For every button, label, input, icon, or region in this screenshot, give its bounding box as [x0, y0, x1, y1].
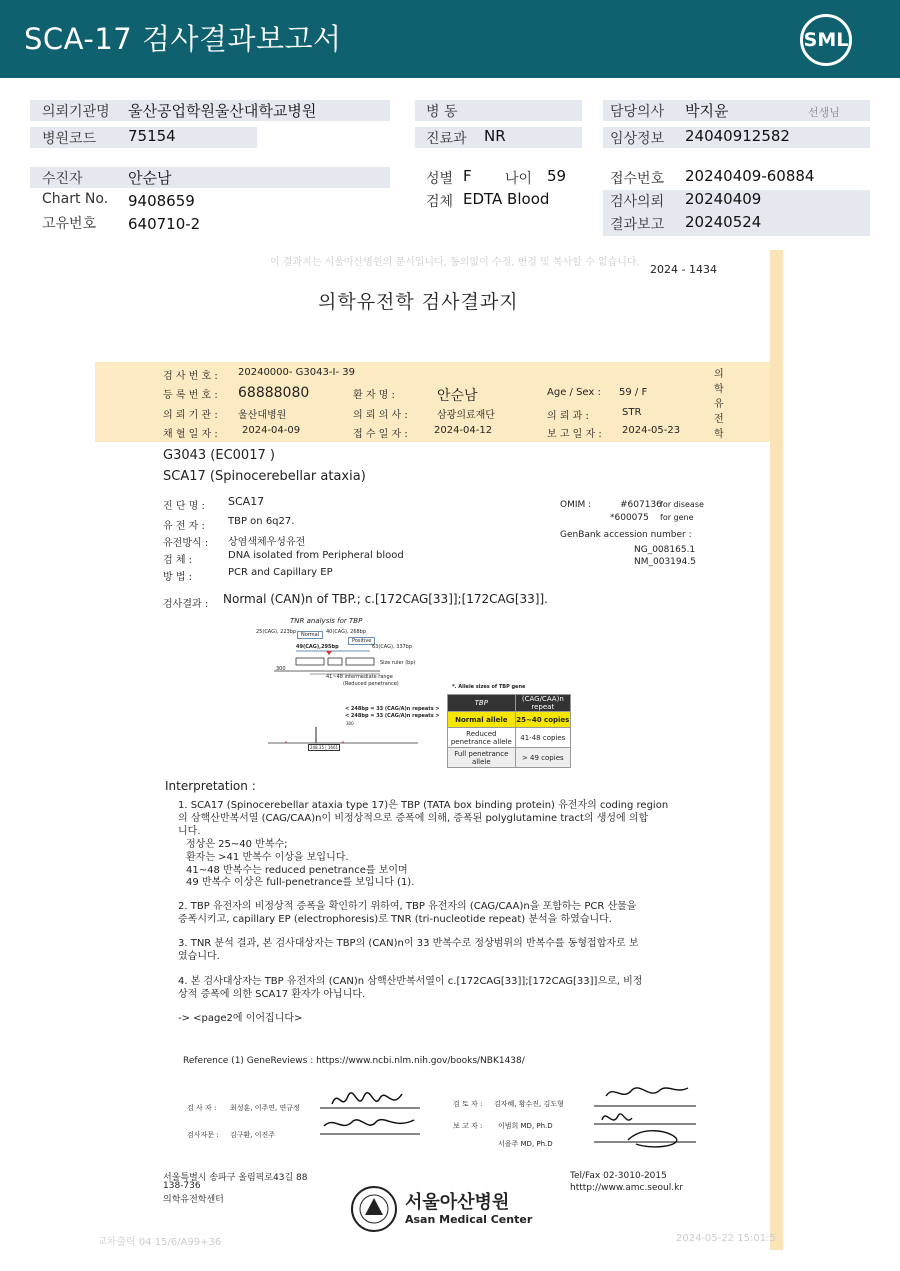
- collect-label: 채 혈 일 자 :: [163, 429, 218, 440]
- doc-patient-value: 안순남: [437, 388, 478, 404]
- reference: Reference (1) GeneReviews : https://www.ncbi.nlm.nih.gov/books/NBK1438/: [183, 1056, 525, 1066]
- print-footer-right: 2024-05-22 15:01:5: [676, 1233, 776, 1244]
- age-value: 59: [547, 167, 567, 185]
- doctor-value: 박지윤: [685, 102, 729, 120]
- asan-seal-icon: [350, 1185, 398, 1233]
- interp-line-13: 상적 증폭에 의한 SCA17 환자가 아닙니다.: [178, 989, 366, 1000]
- method-value: PCR and Capillary EP: [228, 567, 333, 578]
- interp-line-10: 3. TNR 분석 결과, 본 검사대상자는 TBP의 (CAN)n이 33 반복수로 정상범위의 반복수를 동형접합자로 보: [178, 938, 639, 949]
- report-value: 2024-05-23: [622, 425, 681, 436]
- report-label: 보 고 일 자 :: [547, 429, 602, 440]
- fig-range2: (Reduced penetrance): [343, 681, 399, 687]
- allele-reduced: Reduced penetrance allele: [448, 728, 516, 748]
- inst-value: 울산대병원: [238, 410, 287, 421]
- dept-label: 진료과: [426, 131, 467, 147]
- genbank-label: GenBank accession number :: [560, 530, 692, 540]
- receipt-value: 20240409-60884: [685, 167, 815, 185]
- fig-tick-300: 300: [276, 666, 286, 672]
- request-label: 검사의뢰: [610, 194, 665, 210]
- reviewer-label: 검 토 자 :: [453, 1100, 483, 1108]
- interp-line-11: 였습니다.: [178, 951, 220, 962]
- inherit-value: 상염색체우성유전: [228, 537, 306, 548]
- chart-label: Chart No.: [42, 191, 109, 207]
- reporter-1: 이범희 MD, Ph.D: [498, 1122, 553, 1130]
- req-doc-label: 의 뢰 의 사 :: [353, 410, 408, 421]
- dept-value: NR: [484, 127, 506, 145]
- genbank1: NG_008165.1: [634, 545, 696, 555]
- uid-value: 640710-2: [128, 215, 201, 233]
- allele-full: Full penetrance allele: [448, 748, 516, 768]
- req-dept-value: STR: [622, 407, 642, 418]
- doctor-suffix: 선생님: [808, 106, 840, 119]
- report-edge-strip: [770, 250, 783, 1250]
- collect-value: 2024-04-09: [242, 425, 301, 436]
- test-no-label: 검 사 번 호 :: [163, 371, 218, 382]
- fig-title: TNR analysis for TBP: [290, 617, 363, 625]
- doc-patient-label: 환 자 명 :: [353, 390, 395, 401]
- fig-electropherogram: [268, 725, 428, 749]
- receipt-label: 접수번호: [610, 171, 665, 187]
- genbank2: NM_003194.5: [634, 557, 696, 567]
- interp-line-9: 증폭시키고, capillary EP (electrophoresis)로 TNR (tri-nucleotide repeat) 분석을 하였습니다.: [178, 914, 612, 925]
- sml-logo: SML: [800, 14, 852, 66]
- request-value: 20240409: [685, 190, 762, 208]
- interp-line-2: 의 삼핵산반복서열 (CAG/CAA)n이 비정상적으로 증폭에 의해, 증폭된 polyglutamine tract의 생성에 의합: [178, 813, 649, 824]
- gene-label: 유 전 자 :: [163, 521, 205, 532]
- tester-signature: [318, 1082, 428, 1142]
- fig-peak-label: 248.35 | 1661: [310, 745, 339, 750]
- allele-normal-copies: 25~40 copies: [515, 712, 570, 728]
- receive-value: 2024-04-12: [434, 425, 493, 436]
- institution-value: 울산공업학원울산대학교병원: [128, 102, 317, 120]
- allele-header-tbp: TBP: [448, 695, 516, 712]
- address-1: 서울특별시 송파구 올림픽로43길 88: [163, 1173, 308, 1183]
- reviewers: 김자혜, 황수진, 김도형: [494, 1100, 564, 1108]
- tel-fax: Tel/Fax 02-3010-2015: [570, 1171, 667, 1181]
- fig-normal-box: Normal: [297, 631, 323, 639]
- specimen-label: 검체: [426, 194, 454, 210]
- omim-label: OMIM :: [560, 500, 592, 510]
- allele-normal: Normal allele: [448, 712, 516, 728]
- allele-reduced-copies: 41-48 copies: [515, 728, 570, 748]
- fig-label-2: 40(CAG), 268bp: [326, 629, 367, 635]
- gene-value: TBP on 6q27.: [228, 516, 295, 527]
- fig-ruler: Size ruler (bp): [380, 660, 416, 666]
- tester-label: 검 사 자 :: [187, 1104, 217, 1112]
- age-label: 나이: [505, 171, 533, 187]
- agesex-label: Age / Sex :: [547, 387, 601, 398]
- interp-line-4: 정상은 25~40 반복수;: [186, 839, 288, 850]
- sex-label: 성별: [426, 171, 454, 187]
- clinical-label: 임상정보: [610, 131, 665, 147]
- omim1-for: for disease: [660, 500, 704, 509]
- advisor-label: 검사자문 :: [187, 1131, 219, 1139]
- sample-value: DNA isolated from Peripheral blood: [228, 550, 404, 561]
- result-label: 검사결과 :: [163, 599, 209, 610]
- print-footer-left: 교차출력 04 15/6/A99+36: [97, 1237, 222, 1248]
- advisors: 김구환, 이진주: [230, 1131, 276, 1139]
- sex-value: F: [463, 167, 472, 185]
- reporter-label: 보 고 자 :: [453, 1122, 483, 1130]
- fig-label-3: 49(CAG),295bp: [296, 644, 339, 650]
- institution-label: 의뢰기관명: [42, 104, 110, 120]
- reg-no-value: 68888080: [238, 385, 310, 401]
- patient-bar: [30, 167, 390, 188]
- agesex-value: 59 / F: [619, 387, 648, 398]
- test-no-value: 20240000- G3043-I- 39: [238, 367, 355, 378]
- report-date-value: 20240524: [685, 213, 762, 231]
- dx-label: 진 단 명 :: [163, 501, 205, 512]
- hospital-name-kr: 서울아산병원: [405, 1192, 510, 1213]
- req-doc-value: 삼광의료재단: [437, 410, 495, 421]
- chart-value: 9408659: [128, 192, 195, 210]
- omim1: #607136: [620, 500, 662, 510]
- method-label: 방 법 :: [163, 572, 193, 583]
- omim2-for: for gene: [660, 513, 694, 522]
- interp-line-8: 2. TBP 유전자의 비정상적 증폭을 확인하기 위하여, TBP 유전자의 (CAG/CAA)n을 포함하는 PCR 산물을: [178, 901, 637, 912]
- hospital-code-value: 75154: [128, 127, 176, 145]
- inst-label: 의 뢰 기 관 :: [163, 410, 218, 421]
- inherit-label: 유전방식 :: [163, 538, 209, 549]
- interp-line-12: 4. 본 검사대상자는 TBP 유전자의 (CAN)n 삼핵산반복서열이 c.[172CAG[33]];[172CAG[33]]으로, 비정: [178, 976, 643, 987]
- interpretation-title: Interpretation :: [165, 779, 256, 793]
- dx-value: SCA17: [228, 495, 265, 508]
- fig-range: 41~48 intermediate range: [326, 674, 393, 680]
- interp-line-6: 41~48 반복수는 reduced penetrance를 보이며: [186, 865, 408, 876]
- receive-label: 접 수 일 자 :: [353, 429, 408, 440]
- report-date-label: 결과보고: [610, 217, 665, 233]
- hospital-name-en: Asan Medical Center: [405, 1213, 533, 1226]
- interp-line-1: 1. SCA17 (Spinocerebellar ataxia type 17)은 TBP (TATA box binding protein) 유전자의 coding region: [178, 800, 669, 811]
- patient-label: 수진자: [42, 171, 83, 187]
- doc-number: 2024 - 1434: [650, 263, 717, 276]
- hospital-url: htttp://www.amc.seoul.kr: [570, 1183, 684, 1193]
- allele-table-title: *. Allele sizes of TBP gene: [452, 684, 526, 690]
- fig-result-2: < 248bp = 33 (CAG/A)n repeats >: [345, 713, 440, 719]
- hospital-code-label: 병원코드: [42, 131, 97, 147]
- sample-label: 검 체 :: [163, 555, 193, 566]
- test-name: SCA17 (Spinocerebellar ataxia): [163, 469, 366, 484]
- address-2: 138-736: [163, 1181, 201, 1191]
- allele-header-repeat: (CAG/CAA)n repeat: [515, 695, 570, 712]
- fig-positive-box: Positive: [348, 637, 375, 645]
- interp-line-7: 49 반복수 이상은 full-penetrance를 보입니다 (1).: [186, 877, 415, 888]
- fig-result-1: < 248bp = 33 (CAG/A)n repeats >: [345, 706, 440, 712]
- clinical-value: 24040912582: [685, 127, 790, 145]
- ward-label: 병 동: [426, 104, 458, 120]
- omim2: *600075: [610, 513, 649, 523]
- report-watermark: 이 결과지는 서울아산병원의 문서입니다. 동의없이 수정, 변경 및 복사할 수 없습니다.: [270, 257, 640, 268]
- doctor-label: 담당의사: [610, 104, 665, 120]
- reg-no-label: 등 록 번 호 :: [163, 390, 218, 401]
- test-code: G3043 (EC0017 ): [163, 448, 275, 463]
- report-title: 의학유전학 검사결과지: [318, 291, 519, 313]
- interp-continued: -> <page2에 이어집니다>: [178, 1013, 303, 1024]
- uid-label: 고유번호: [42, 216, 97, 232]
- interp-line-3: 니다.: [178, 826, 201, 837]
- allele-table: [447, 694, 571, 768]
- interp-line-5: 환자는 >41 반복수 이상을 보입니다.: [186, 852, 349, 863]
- fig-label-1: 25(CAG), 223bp: [256, 629, 297, 635]
- reviewer-signatures: [592, 1080, 702, 1152]
- page-title: SCA-17 검사결과보고서: [24, 22, 342, 56]
- patient-value: 안순남: [128, 169, 172, 187]
- allele-full-copies: > 49 copies: [515, 748, 570, 768]
- fig-label-4: 63(CAG), 337bp: [372, 644, 413, 650]
- result-value: Normal (CAN)n of TBP.; c.[172CAG[33]];[172CAG[33]].: [223, 592, 548, 606]
- header-bar: [0, 0, 900, 78]
- reporter-2: 서을주 MD, Ph.D: [498, 1140, 553, 1148]
- testers: 최성훈, 이주연, 연규정: [230, 1104, 300, 1112]
- fig-tick-300b: 300: [346, 721, 354, 726]
- address-3: 의학유전학센터: [163, 1195, 224, 1205]
- side-label: 의학유전학: [714, 369, 724, 440]
- specimen-value: EDTA Blood: [463, 190, 550, 208]
- req-dept-label: 의 뢰 과 :: [547, 411, 589, 422]
